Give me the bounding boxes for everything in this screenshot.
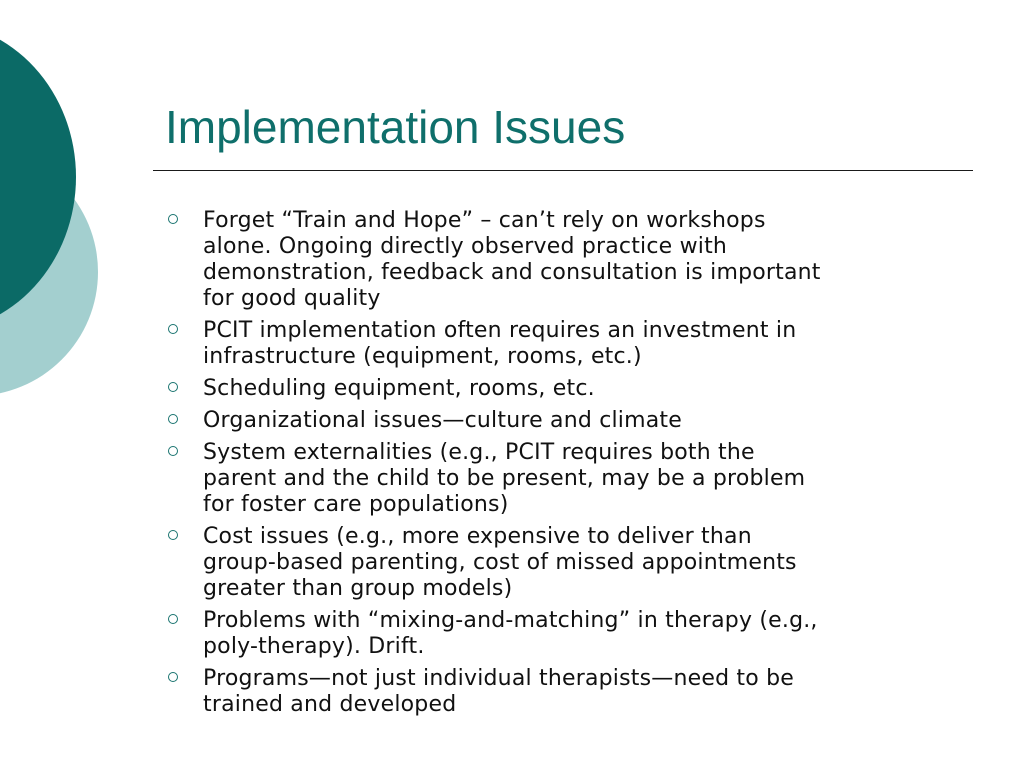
bullet-item	[160, 318, 960, 370]
bullet-text: Programs—not just individual therapists—need to be trained and developed	[203, 666, 795, 717]
hollow-circle-bullet-icon	[168, 414, 178, 424]
bullet-list	[160, 208, 960, 724]
bullet-item	[160, 208, 960, 312]
bullet-item	[160, 408, 960, 434]
hollow-circle-bullet-icon	[168, 214, 178, 224]
bullet-text: Forget “Train and Hope” – can’t rely on workshops alone. Ongoing directly observed practice with demonstration, feedback and consultation is important for good quality	[203, 208, 821, 311]
bullet-text: Cost issues (e.g., more expensive to deliver than group-based parenting, cost of missed appointments greater than group models)	[203, 524, 797, 601]
bullet-item	[160, 608, 960, 660]
bullet-text: Problems with “mixing-and-matching” in therapy (e.g., poly-therapy). Drift.	[203, 608, 818, 659]
hollow-circle-bullet-icon	[168, 382, 178, 392]
bullet-item	[160, 376, 960, 402]
title-divider	[153, 170, 973, 171]
bullet-item	[160, 524, 960, 602]
hollow-circle-bullet-icon	[168, 672, 178, 682]
hollow-circle-bullet-icon	[168, 530, 178, 540]
bullet-item	[160, 666, 960, 718]
bullet-text: PCIT implementation often requires an investment in infrastructure (equipment, rooms, etc.)	[203, 318, 797, 369]
hollow-circle-bullet-icon	[168, 324, 178, 334]
hollow-circle-bullet-icon	[168, 446, 178, 456]
bullet-text: Scheduling equipment, rooms, etc.	[203, 376, 595, 401]
bullet-text: System externalities (e.g., PCIT requires both the parent and the child to be present, may be a problem for foster care populations)	[203, 440, 806, 517]
bullet-text: Organizational issues—culture and climate	[203, 408, 682, 433]
slide-title: Implementation Issues	[165, 101, 626, 153]
hollow-circle-bullet-icon	[168, 614, 178, 624]
bullet-item	[160, 440, 960, 518]
